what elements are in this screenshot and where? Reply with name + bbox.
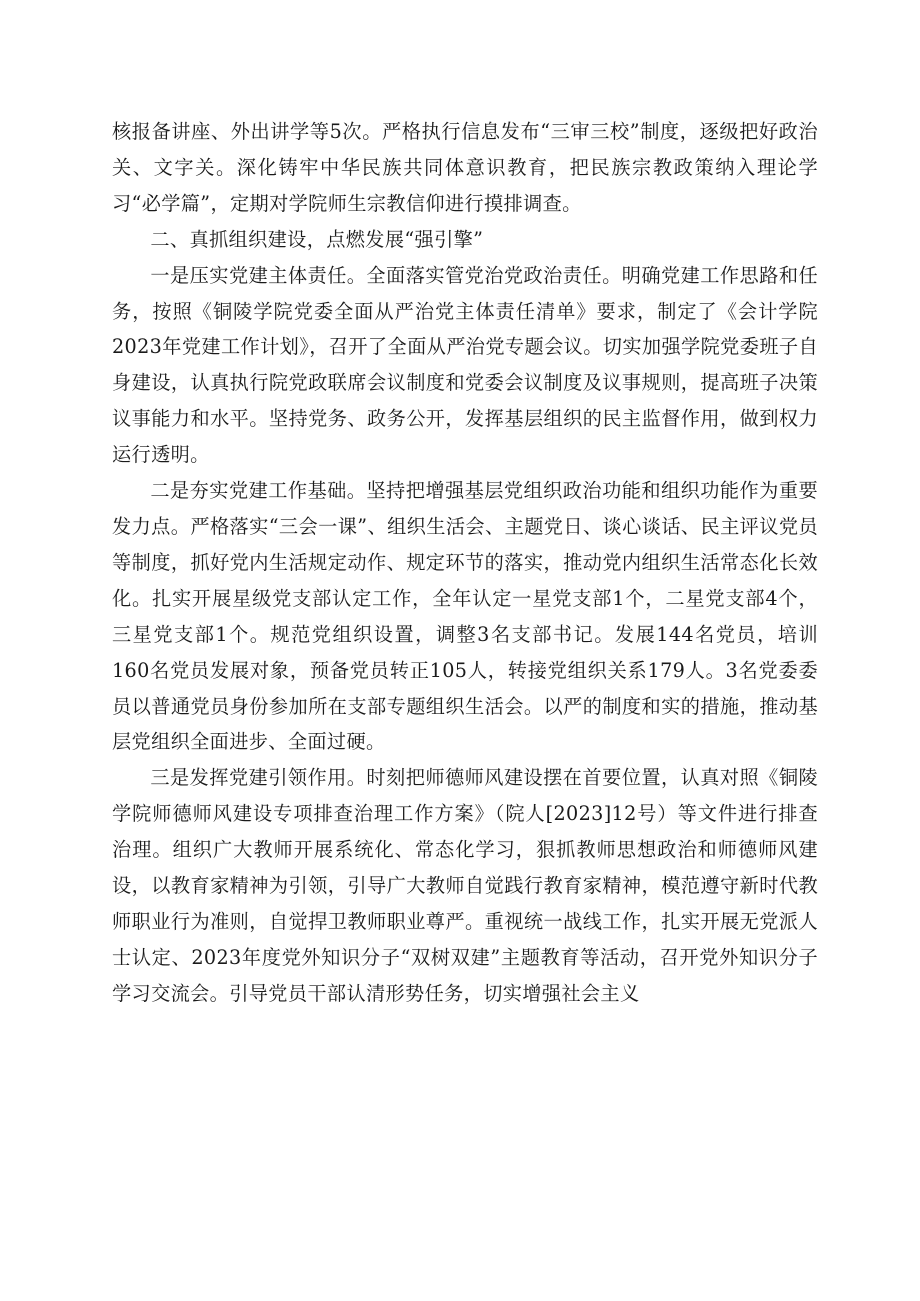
section-heading: 二、真抓组织建设，点燃发展“强引擎” — [150, 227, 484, 251]
document-page — [112, 114, 818, 1012]
paragraph-party-leadership: 三是发挥党建引领作用。时刻把师德师风建设摆在首要位置，认真对照《铜陵学院师德师风建设专项排查治理工作方案》（院人[2023]12号）等文件进行排查治理。组织广大教师开展系统化、常态化学习，狠抓教师思想政治和师德师风建设，以教育家精神为引领，引导广大教师自觉践行教育家精神，模范遵守新时代教师职业行为准则，自觉捍卫教师职业尊严。重视统一战线工作，扎实开展无党派人士认定、2023年度党外知识分子“双树双建”主题教育等活动，召开党外知识分子学习交流会。引导党员干部认清形势任务，切实增强社会主义 — [112, 766, 818, 1005]
intro-paragraph: 核报备讲座、外出讲学等5次。严格执行信息发布“三审三校”制度，逐级把好政治关、文字关。深化铸牢中华民族共同体意识教育，把民族宗教政策纳入理论学习“必学篇”，定期对学院师生宗教信仰进行摸排调查。 — [112, 120, 818, 215]
paragraph-party-responsibility: 一是压实党建主体责任。全面落实管党治党政治责任。明确党建工作思路和任务，按照《铜陵学院党委全面从严治党主体责任清单》要求，制定了《会计学院2023年党建工作计划》，召开了全面从严治党专题会议。切实加强学院党委班子自身建设，认真执行院党政联席会议制度和党委会议制度及议事规则，提高班子决策议事能力和水平。坚持党务、政务公开，发挥基层组织的民主监督作用，做到权力运行透明。 — [112, 263, 818, 467]
paragraph-party-foundation: 二是夯实党建工作基础。坚持把增强基层党组织政治功能和组织功能作为重要发力点。严格落实“三会一课”、组织生活会、主题党日、谈心谈话、民主评议党员等制度，抓好党内生活规定动作、规定环节的落实，推动党内组织生活常态化长效化。扎实开展星级党支部认定工作，全年认定一星党支部1个，二星党支部4个，三星党支部1个。规范党组织设置，调整3名支部书记。发展144名党员，培训160名党员发展对象，预备党员转正105人，转接党组织关系179人。3名党委委员以普通党员身份参加所在支部专题组织生活会。以严的制度和实的措施，推动基层党组织全面进步、全面过硬。 — [112, 479, 818, 754]
